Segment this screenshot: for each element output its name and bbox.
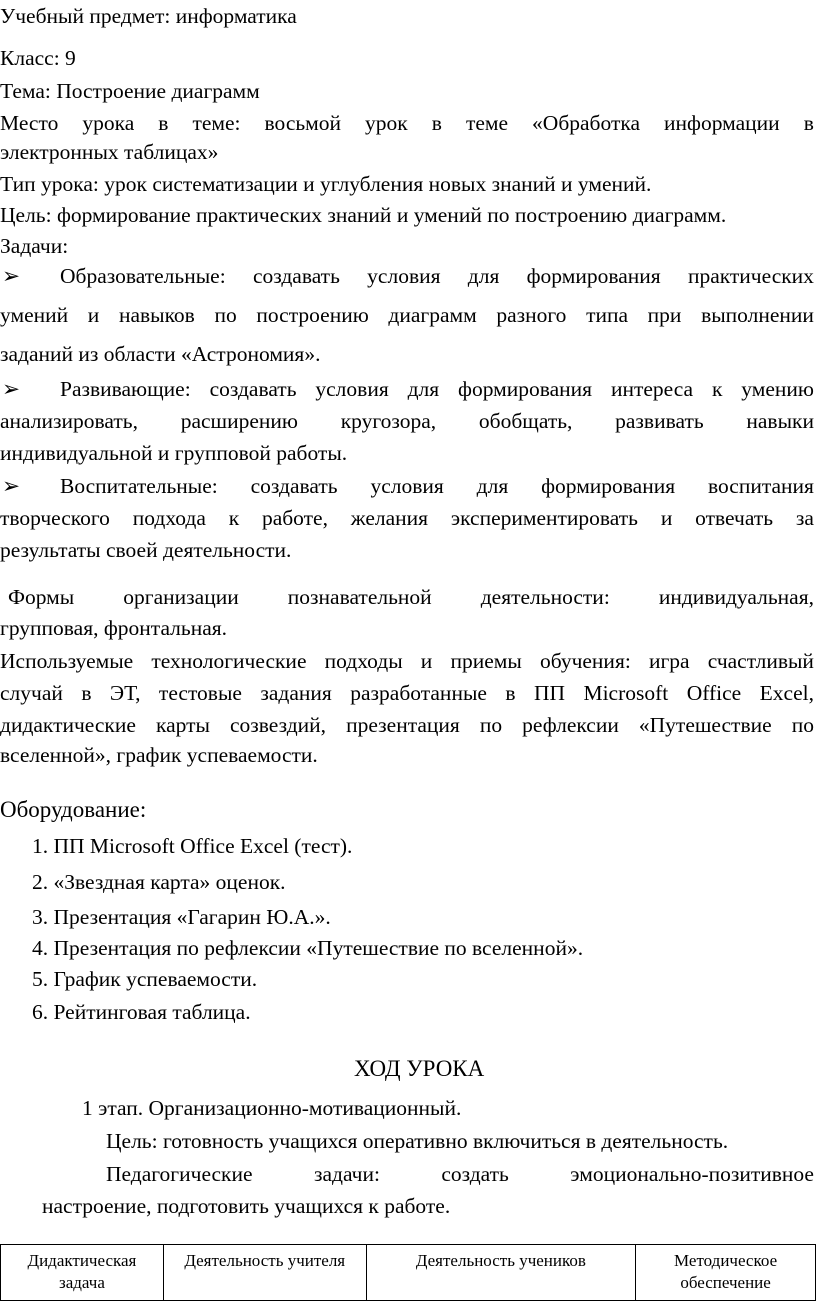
word: Формы bbox=[8, 585, 75, 609]
word: умению bbox=[741, 377, 814, 401]
word: формирования bbox=[541, 474, 676, 498]
word: навыки bbox=[746, 409, 814, 433]
word: Excel, bbox=[759, 681, 814, 705]
word: задания bbox=[260, 681, 332, 705]
word: задачи: bbox=[313, 1162, 380, 1186]
word: обобщать, bbox=[478, 409, 573, 433]
word: «Обработка bbox=[532, 111, 641, 135]
word: для bbox=[476, 474, 509, 498]
equipment-item: 5. График успеваемости. bbox=[32, 967, 258, 991]
word: в bbox=[431, 111, 442, 135]
column-didactic-task: Дидактическая задача bbox=[1, 1245, 164, 1301]
word: по bbox=[791, 713, 814, 737]
educational-task-line-1 bbox=[60, 262, 814, 290]
word: и bbox=[87, 303, 100, 327]
word: по bbox=[479, 713, 503, 737]
lesson-goal-line: Цель: формирование практических знаний и умений по построению диаграмм. bbox=[0, 203, 727, 227]
word: и bbox=[420, 649, 433, 673]
technologies-line-2 bbox=[0, 679, 814, 707]
word: Развивающие: bbox=[60, 377, 191, 401]
word: Воспитательные: bbox=[60, 474, 218, 498]
word: тестовые bbox=[158, 681, 242, 705]
upbringing-task-line-1 bbox=[60, 472, 814, 500]
educational-task-line-3: заданий из области «Астрономия». bbox=[0, 342, 321, 366]
word: по bbox=[214, 303, 237, 327]
equipment-item: 3. Презентация «Гагарин Ю.А.». bbox=[32, 905, 331, 929]
word: теме bbox=[465, 111, 509, 135]
word: создавать bbox=[209, 377, 297, 401]
word: Office bbox=[686, 681, 742, 705]
forms-line-1 bbox=[8, 583, 814, 611]
word: Используемые bbox=[0, 649, 134, 673]
column-teacher-activity: Деятельность учителя bbox=[163, 1245, 366, 1301]
pedagogical-tasks-line-2: настроение, подготовить учащихся к работе. bbox=[42, 1194, 451, 1218]
word: Место bbox=[0, 111, 59, 135]
word: для bbox=[407, 377, 440, 401]
grade-line: Класс: 9 bbox=[0, 46, 76, 70]
word: формирования bbox=[458, 377, 593, 401]
topic-line: Тема: Построение диаграмм bbox=[0, 79, 260, 103]
developing-task-line-2 bbox=[0, 407, 814, 435]
technologies-line-3 bbox=[0, 711, 814, 739]
word: к bbox=[711, 377, 723, 401]
word: условия bbox=[367, 264, 441, 288]
word: воспитания bbox=[708, 474, 814, 498]
stage-title: 1 этап. Организационно-мотивационный. bbox=[82, 1096, 462, 1120]
word: навыков bbox=[118, 303, 195, 327]
course-title: ХОД УРОКА bbox=[354, 1056, 485, 1081]
developing-task-line-1 bbox=[60, 375, 814, 403]
word: теме: bbox=[192, 111, 241, 135]
word: разного bbox=[496, 303, 567, 327]
lesson-place-line-1 bbox=[0, 109, 814, 137]
word: диаграмм bbox=[388, 303, 477, 327]
stage-goal: Цель: готовность учащихся оперативно включиться в деятельность. bbox=[106, 1129, 729, 1153]
word: умений bbox=[0, 303, 69, 327]
word: расширению bbox=[180, 409, 298, 433]
word: карты bbox=[155, 713, 210, 737]
word: построению bbox=[256, 303, 369, 327]
word: эмоционально-позитивное bbox=[570, 1162, 814, 1186]
educational-task-line-2 bbox=[0, 301, 814, 329]
word: формирования bbox=[526, 264, 661, 288]
upbringing-task-line-3: результаты своей деятельности. bbox=[0, 538, 292, 562]
equipment-item: 6. Рейтинговая таблица. bbox=[32, 1000, 251, 1024]
word: желания bbox=[350, 506, 429, 530]
word: практических bbox=[687, 264, 814, 288]
word: подходы bbox=[324, 649, 403, 673]
word: работе, bbox=[261, 506, 328, 530]
word: условия bbox=[370, 474, 444, 498]
equipment-title: Оборудование: bbox=[0, 797, 147, 822]
equipment-item: 4. Презентация по рефлексии «Путешествие по вселенной». bbox=[32, 936, 584, 960]
word: анализировать, bbox=[0, 409, 138, 433]
word: случай bbox=[0, 681, 63, 705]
developing-task-line-3: индивидуальной и групповой работы. bbox=[0, 441, 348, 465]
word: приемы bbox=[450, 649, 522, 673]
word: в bbox=[505, 681, 516, 705]
lesson-table bbox=[0, 1244, 816, 1301]
word: созвездий, bbox=[230, 713, 327, 737]
word: создавать bbox=[250, 474, 338, 498]
word: счастливый bbox=[707, 649, 814, 673]
word: деятельности: bbox=[480, 585, 610, 609]
word: обучения: bbox=[539, 649, 631, 673]
lesson-place-line-2: электронных таблицах» bbox=[0, 140, 219, 164]
technologies-line-1 bbox=[0, 647, 814, 675]
word: за bbox=[795, 506, 814, 530]
equipment-item: 1. ПП Microsoft Office Excel (тест). bbox=[32, 834, 353, 858]
word: дидактические bbox=[0, 713, 136, 737]
word: к bbox=[228, 506, 240, 530]
word: при bbox=[647, 303, 682, 327]
word: условия bbox=[315, 377, 389, 401]
column-methodical-support: Методическое обеспечение bbox=[636, 1245, 816, 1301]
word: рефлексии bbox=[522, 713, 619, 737]
word: кругозора, bbox=[340, 409, 437, 433]
word: ПП bbox=[533, 681, 566, 705]
column-student-activity: Деятельность учеников bbox=[366, 1245, 636, 1301]
word: индивидуальная, bbox=[658, 585, 814, 609]
word: организации bbox=[123, 585, 239, 609]
word: и bbox=[660, 506, 673, 530]
table-header-row bbox=[1, 1245, 816, 1301]
word: создать bbox=[441, 1162, 509, 1186]
word: «Путешествие bbox=[638, 713, 772, 737]
technologies-line-4: вселенной», график успеваемости. bbox=[0, 743, 318, 767]
arrow-bullet-icon: ➢ bbox=[1, 264, 20, 288]
forms-line-2: групповая, фронтальная. bbox=[0, 616, 228, 640]
word: отвечать bbox=[695, 506, 774, 530]
word: технологические bbox=[151, 649, 307, 673]
word: Microsoft bbox=[583, 681, 669, 705]
word: выполнении bbox=[701, 303, 814, 327]
word: подхода bbox=[132, 506, 206, 530]
word: экспериментировать bbox=[450, 506, 638, 530]
word: создавать bbox=[252, 264, 340, 288]
word: информации bbox=[664, 111, 780, 135]
word: урока bbox=[82, 111, 135, 135]
subject-line: Учебный предмет: информатика bbox=[0, 4, 297, 28]
lesson-type-line: Тип урока: урок систематизации и углубления новых знаний и умений. bbox=[0, 172, 652, 196]
word: в bbox=[81, 681, 92, 705]
word: презентация bbox=[346, 713, 460, 737]
arrow-bullet-icon: ➢ bbox=[1, 474, 20, 498]
tasks-label: Задачи: bbox=[0, 234, 69, 258]
word: Образовательные: bbox=[60, 264, 226, 288]
word: познавательной bbox=[287, 585, 432, 609]
word: творческого bbox=[0, 506, 110, 530]
word: игра bbox=[648, 649, 690, 673]
word: ЭТ, bbox=[109, 681, 141, 705]
upbringing-task-line-2 bbox=[0, 504, 814, 532]
word: Педагогические bbox=[106, 1162, 253, 1186]
word: в bbox=[803, 111, 814, 135]
word: разработанные bbox=[350, 681, 487, 705]
word: урок bbox=[365, 111, 408, 135]
word: для bbox=[467, 264, 500, 288]
arrow-bullet-icon: ➢ bbox=[1, 377, 20, 401]
word: интереса bbox=[610, 377, 694, 401]
equipment-item: 2. «Звездная карта» оценок. bbox=[32, 870, 286, 894]
word: типа bbox=[586, 303, 629, 327]
word: восьмой bbox=[264, 111, 342, 135]
word: в bbox=[158, 111, 169, 135]
pedagogical-tasks-line-1 bbox=[106, 1160, 814, 1188]
word: развивать bbox=[615, 409, 704, 433]
